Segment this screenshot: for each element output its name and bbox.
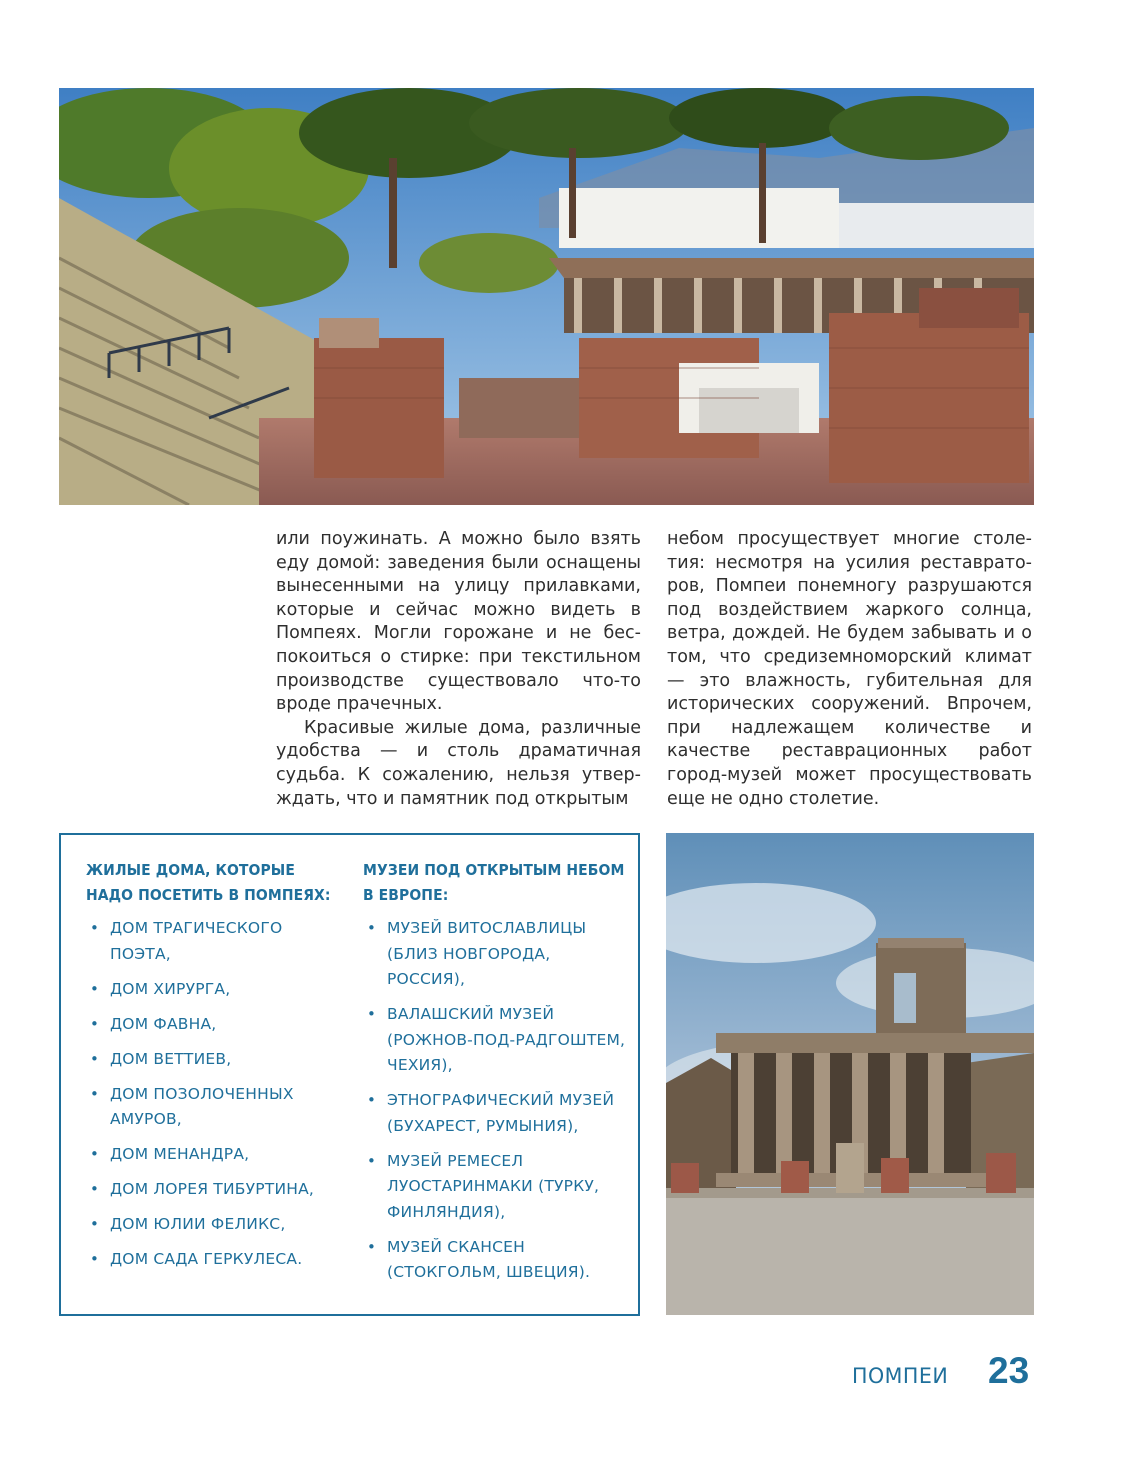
paragraph: небом просуществует многие столетия: несмотря на усилия реставраторов, Помпеи понемногу разрушаются под воздействием жаркого солнца, ветра, дождей. Не будем забывать и о том, что средиземноморский климат — это влажность, губительная для исторических сооружений. Впрочем, при надлежащем количестве и качестве реставрационных работ город-музей может просуществовать еще не одно столетие. — [667, 529, 1032, 809]
basilica-illustration — [666, 833, 1034, 1315]
top-photo-pompeii-ruins — [59, 88, 1034, 505]
list-item-text: ДОМ ФАВНА, — [110, 1014, 217, 1033]
list-item — [86, 977, 346, 1003]
houses-list — [86, 916, 346, 1273]
list-item-text: МУЗЕЙ СКАНСЕН (СТОКГОЛЬМ, ШВЕЦИЯ). — [387, 1237, 591, 1281]
list-item-text: ДОМ МЕНАНДРА, — [110, 1145, 250, 1163]
paragraph: или поужинать. А можно было взять еду домой: заведения были оснащены вынесенными на улицу прилавками, которые и сейчас можно видеть в Помпеях. Могли горожане и не беспокоиться о стирке: при текстильном производстве существовало что-то вроде прачечных. — [276, 529, 641, 715]
list-item — [86, 1212, 346, 1238]
list-item-text: МУЗЕЙ ВИТОСЛАВЛИЦЫ (БЛИЗ НОВГОРОДА, РОССИЯ), — [387, 919, 587, 988]
list-item — [86, 1047, 346, 1073]
list-item-text: ДОМ ХИРУРГА, — [110, 979, 231, 998]
list-item-text: ЭТНОГРАФИЧЕСКИЙ МУЗЕЙ (БУХАРЕСТ, РУМЫНИЯ), — [387, 1091, 615, 1135]
list-item — [363, 1149, 628, 1226]
bullet-icon: • — [367, 1151, 377, 1170]
bullet-icon: • — [90, 919, 100, 937]
bullet-icon: • — [367, 1237, 377, 1256]
page-number: 23 — [988, 1350, 1030, 1391]
ruins-illustration — [59, 88, 1034, 505]
list-item — [363, 1088, 628, 1139]
bullet-icon: • — [90, 1084, 100, 1103]
list-item-text: ДОМ ЮЛИИ ФЕЛИКС, — [110, 1215, 286, 1233]
bullet-icon: • — [90, 1145, 100, 1163]
list-item — [86, 1247, 346, 1273]
bullet-icon: • — [367, 1091, 377, 1109]
list-item-text: ДОМ САДА ГЕРКУЛЕСА. — [110, 1250, 303, 1268]
list-item-text: ДОМ ВЕТТИЕВ, — [110, 1049, 232, 1068]
bullet-icon: • — [367, 1005, 377, 1023]
list-item — [363, 1002, 628, 1079]
paragraph: Красивые жилые дома, различные удобства — и столь драматичная судьба. К сожалению, нельзя утверждать, что и памятник под открытым — [276, 717, 641, 809]
info-box — [59, 833, 640, 1316]
bullet-icon: • — [90, 1250, 100, 1268]
list-item-text: ВАЛАШСКИЙ МУЗЕЙ (РОЖНОВ-ПОД-РАДГОШТЕМ, ЧЕХИЯ), — [387, 1005, 626, 1074]
body-text-left-column — [276, 528, 641, 811]
side-photo-basilica-ruins — [666, 833, 1034, 1315]
list-item-text: МУЗЕЙ РЕМЕСЕЛ ЛУОСТАРИНМАКИ (ТУРКУ, ФИНЛЯНДИЯ), — [387, 1151, 600, 1221]
bullet-icon: • — [90, 1014, 100, 1033]
section-title: ПОМПЕИ — [851, 1364, 949, 1388]
list-item — [86, 1177, 346, 1203]
list-item — [86, 1082, 346, 1133]
list-item — [86, 916, 346, 967]
list-item — [86, 1142, 346, 1168]
list-item-text: ДОМ ЛОРЕЯ ТИБУРТИНА, — [110, 1180, 315, 1198]
bullet-icon: • — [90, 1049, 100, 1068]
bullet-icon: • — [90, 979, 100, 998]
list-item-text: ДОМ ПОЗОЛОЧЕННЫХ АМУРОВ, — [110, 1084, 294, 1128]
museums-list — [363, 916, 628, 1286]
bullet-icon: • — [367, 919, 377, 937]
houses-list-title: ЖИЛЫЕ ДОМА, КОТОРЫЕ НАДО ПОСЕТИТЬ В ПОМПЕЯХ: — [86, 861, 331, 904]
list-item — [363, 916, 628, 993]
list-item — [86, 1012, 346, 1038]
list-item — [363, 1235, 628, 1286]
bullet-icon: • — [90, 1215, 100, 1233]
body-text-right-column — [667, 528, 1032, 811]
houses-list-section — [86, 858, 346, 1282]
list-item-text: ДОМ ТРАГИЧЕСКОГО ПОЭТА, — [110, 919, 283, 963]
museums-list-title: МУЗЕИ ПОД ОТКРЫТЫМ НЕБОМ В ЕВРОПЕ: — [363, 861, 625, 904]
bullet-icon: • — [90, 1180, 100, 1198]
museums-list-section — [363, 858, 628, 1295]
